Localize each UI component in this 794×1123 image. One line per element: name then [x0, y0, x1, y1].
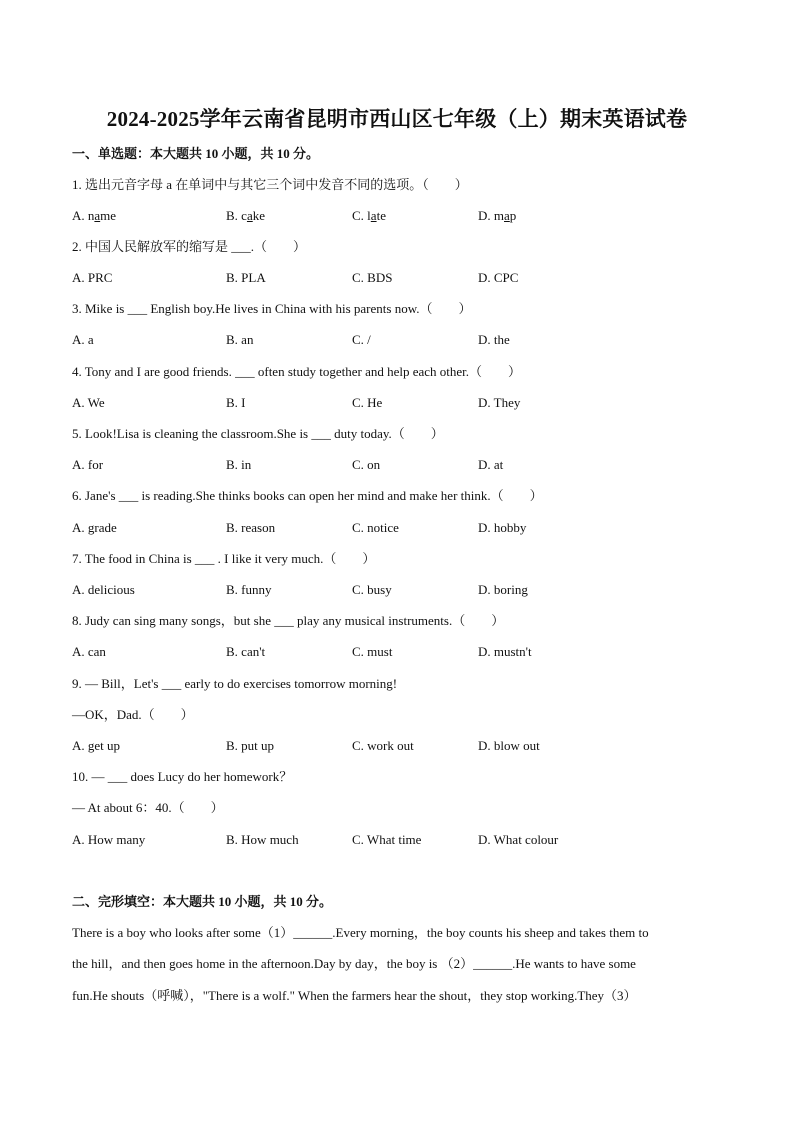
- question-9-stem-reply: —OK，Dad.（ ）: [72, 707, 194, 722]
- question-1-option-b: B. cake: [226, 208, 266, 223]
- question-5-option-c: C. on: [352, 457, 381, 472]
- question-10-option-b: B. How much: [226, 832, 299, 847]
- question-4-option-a: A. We: [72, 395, 105, 410]
- question-4-stem: 4. Tony and I are good friends. ___ often study together and help each other.（ ）: [72, 364, 522, 379]
- question-7-option-b: B. funny: [226, 582, 272, 597]
- question-9-stem: 9. — Bill，Let's ___ early to do exercises tomorrow morning!: [72, 676, 398, 691]
- question-4-option-b: B. I: [226, 395, 246, 410]
- question-1-option-d: D. map: [478, 208, 517, 223]
- question-1-option-c: C. late: [352, 208, 386, 223]
- question-9-option-c: C. work out: [352, 738, 414, 753]
- question-1-option-a: A. name: [72, 208, 117, 223]
- question-2-stem: 2. 中国人民解放军的缩写是 ___.（ ）: [72, 239, 307, 254]
- cloze-passage-line: There is a boy who looks after some（1）______.Every morning，the boy counts his sheep and takes them to: [72, 925, 649, 940]
- question-5-stem: 5. Look!Lisa is cleaning the classroom.She is ___ duty today.（ ）: [72, 426, 444, 441]
- cloze-passage-line: fun.He shouts（呼喊），"There is a wolf." When the farmers hear the shout，they stop working.They（3）: [72, 988, 637, 1003]
- question-7-option-d: D. boring: [478, 582, 528, 597]
- question-3-option-c: C. /: [352, 332, 371, 347]
- question-4-option-c: C. He: [352, 395, 383, 410]
- question-8-option-a: A. can: [72, 644, 106, 659]
- question-6-stem: 6. Jane's ___ is reading.She thinks books can open her mind and make her think.（ ）: [72, 488, 543, 503]
- question-9-option-a: A. get up: [72, 738, 121, 753]
- question-3-option-a: A. a: [72, 332, 94, 347]
- question-10-stem: 10. — ___ does Lucy do her homework？: [72, 769, 293, 784]
- question-10-option-a: A. How many: [72, 832, 146, 847]
- section-2-heading: 二、完形填空：本大题共 10 小题，共 10 分。: [72, 894, 333, 909]
- question-2-option-a: A. PRC: [72, 270, 113, 285]
- question-3-stem: 3. Mike is ___ English boy.He lives in China with his parents now.（ ）: [72, 301, 472, 316]
- question-3-option-d: D. the: [478, 332, 510, 347]
- question-6-option-c: C. notice: [352, 520, 399, 535]
- question-8-option-b: B. can't: [226, 644, 266, 659]
- section-1-heading: 一、单选题：本大题共 10 小题，共 10 分。: [72, 146, 320, 161]
- question-6-option-d: D. hobby: [478, 520, 527, 535]
- question-5-option-b: B. in: [226, 457, 252, 472]
- question-7-option-c: C. busy: [352, 582, 392, 597]
- question-1-stem: 1. 选出元音字母 a 在单词中与其它三个词中发音不同的选项。（ ）: [72, 177, 468, 192]
- question-10-option-c: C. What time: [352, 832, 422, 847]
- question-10-option-d: D. What colour: [478, 832, 559, 847]
- question-9-option-d: D. blow out: [478, 738, 540, 753]
- question-2-option-c: C. BDS: [352, 270, 393, 285]
- question-5-option-a: A. for: [72, 457, 104, 472]
- question-6-option-a: A. grade: [72, 520, 117, 535]
- exam-title: 2024-2025学年云南省昆明市西山区七年级（上）期末英语试卷: [106, 107, 688, 131]
- question-7-stem: 7. The food in China is ___ . I like it very much.（ ）: [72, 551, 376, 566]
- question-8-option-c: C. must: [352, 644, 393, 659]
- question-10-stem-reply: — At about 6：40.（ ）: [72, 800, 224, 815]
- question-8-option-d: D. mustn't: [478, 644, 532, 659]
- question-5-option-d: D. at: [478, 457, 504, 472]
- cloze-passage-line: the hill，and then goes home in the afternoon.Day by day，the boy is （2）______.He wants to have some: [72, 956, 636, 971]
- question-9-option-b: B. put up: [226, 738, 275, 753]
- question-2-option-b: B. PLA: [226, 270, 266, 285]
- question-4-option-d: D. They: [478, 395, 521, 410]
- question-2-option-d: D. CPC: [478, 270, 519, 285]
- question-8-stem: 8. Judy can sing many songs，but she ___ play any musical instruments.（ ）: [72, 613, 505, 628]
- question-3-option-b: B. an: [226, 332, 254, 347]
- question-7-option-a: A. delicious: [72, 582, 135, 597]
- question-6-option-b: B. reason: [226, 520, 276, 535]
